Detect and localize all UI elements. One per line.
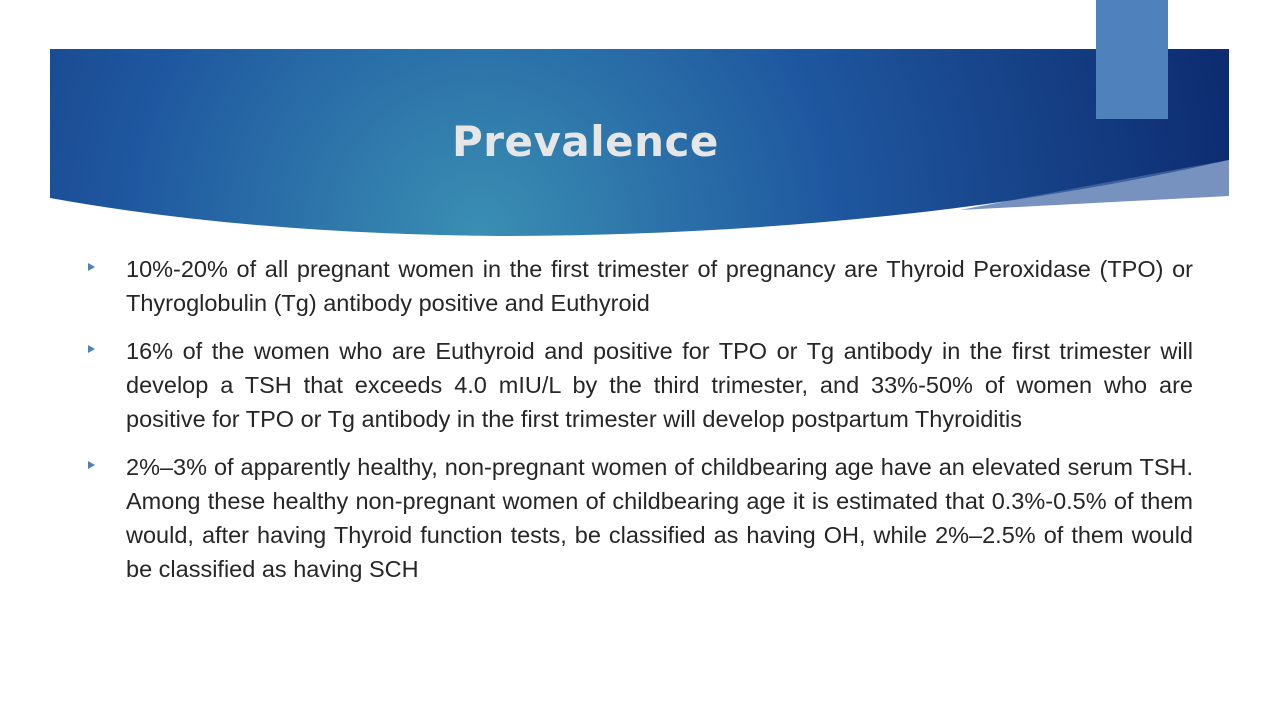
bullet-text: 2%–3% of apparently healthy, non-pregnant women of childbearing age have an elevated serum TSH. Among these healthy non-pregnant women of childbearing age it is estimated that 0.3%-0.5% of them would, after having Thyroid function tests, be classified as having OH, while 2%–2.5% of them would be classified as having SCH xyxy=(126,454,1193,582)
bullet-item xyxy=(88,252,1193,320)
triangle-right-icon xyxy=(88,345,95,353)
accent-tab xyxy=(1096,0,1168,119)
bullet-text: 10%-20% of all pregnant women in the first trimester of pregnancy are Thyroid Peroxidase (TPO) or Thyroglobulin (Tg) antibody positive and Euthyroid xyxy=(126,256,1193,316)
bullet-item xyxy=(88,334,1193,436)
triangle-right-icon xyxy=(88,461,95,469)
bullet-text: 16% of the women who are Euthyroid and positive for TPO or Tg antibody in the first trimester will develop a TSH that exceeds 4.0 mIU/L by the third trimester, and 33%-50% of women who are positive for TPO or Tg antibody in the first trimester will develop postpartum Thyroiditis xyxy=(126,338,1193,432)
bullet-list xyxy=(88,252,1193,600)
triangle-right-icon xyxy=(88,263,95,271)
slide-title: Prevalence xyxy=(452,117,719,166)
bullet-item xyxy=(88,450,1193,586)
